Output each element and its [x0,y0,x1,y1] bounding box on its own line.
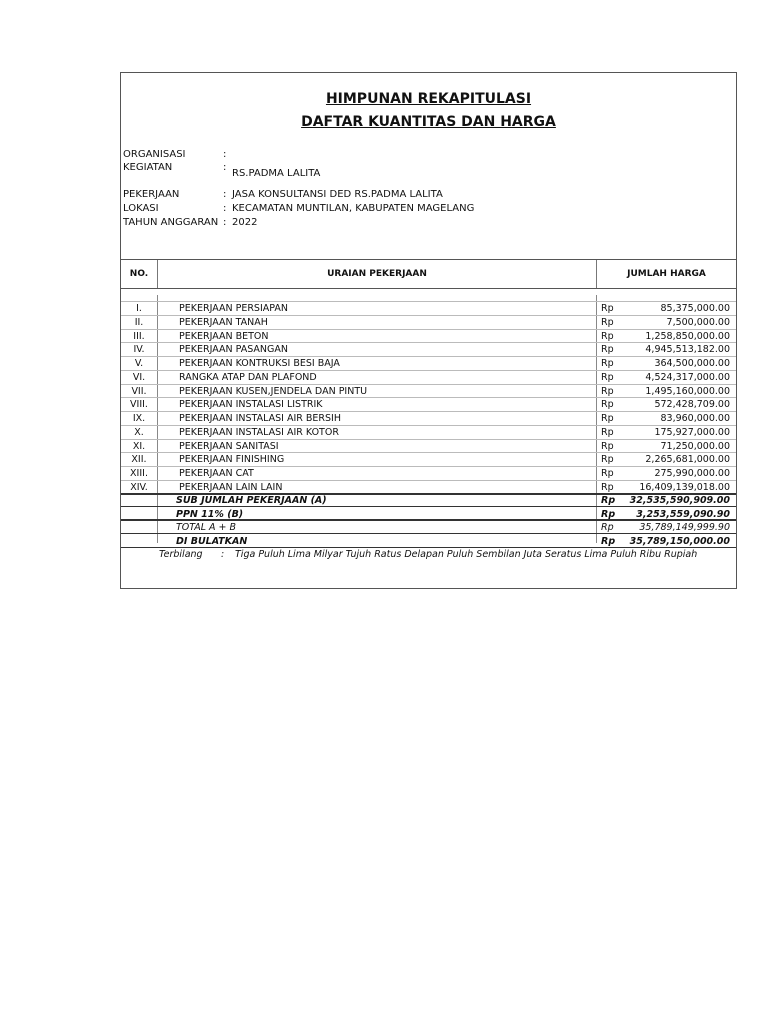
row-desc: PEKERJAAN INSTALASI AIR BERSIH [179,413,341,424]
table-row [121,481,736,495]
terbilang-value: Tiga Puluh Lima Milyar Tujuh Ratus Delapan Puluh Sembilan Juta Seratus Lima Puluh Ribu Rupiah [235,549,698,560]
row-amount: 572,428,709.00 [654,399,730,411]
meta-colon: : [223,217,227,228]
row-desc: PEKERJAAN INSTALASI LISTRIK [179,399,323,411]
table-row [121,343,736,357]
table-row [121,440,736,454]
meta-label: TAHUN ANGGARAN [123,217,219,228]
row-desc: PEKERJAAN KONTRUKSI BESI BAJA [179,358,340,369]
summary-rp: Rp [601,495,616,506]
meta-label: LOKASI [123,203,159,214]
terbilang-line [159,549,698,560]
row-rp: Rp [601,344,614,356]
row-desc: PEKERJAAN LAIN LAIN [179,481,283,493]
row-no: X. [134,426,144,438]
summary-rp: Rp [601,508,616,520]
row-amount: 71,250,000.00 [660,440,730,452]
row-amount: 1,495,160,000.00 [645,385,730,397]
document-subtitle: DAFTAR KUANTITAS DAN HARGA [301,114,556,130]
summary-label: PPN 11% (B) [176,508,244,520]
row-amount: 7,500,000.00 [666,316,730,328]
meta-colon: : [223,149,227,160]
header-uraian: URAIAN PEKERJAAN [327,269,427,279]
row-amount: 83,960,000.00 [660,413,730,424]
summary-amount: 35,789,149,999.90 [639,522,730,533]
row-amount: 2,265,681,000.00 [645,454,730,466]
table-row [121,412,736,426]
table-row [121,330,736,344]
terbilang-colon: : [221,549,225,560]
row-amount: 364,500,000.00 [654,358,730,369]
row-rp: Rp [601,303,614,314]
row-amount: 16,409,139,018.00 [639,481,730,493]
row-rp: Rp [601,426,614,438]
summary-label: DI BULATKAN [176,535,248,547]
table-row [121,385,736,399]
row-rp: Rp [601,413,614,424]
document-sheet [120,72,737,589]
table-row [121,357,736,371]
row-rp: Rp [601,481,614,493]
row-rp: Rp [601,371,614,383]
table-row [121,426,736,440]
row-amount: 4,524,317,000.00 [645,371,730,383]
header-jumlah: JUMLAH HARGA [627,269,706,279]
row-amount: 275,990,000.00 [654,468,730,479]
header-no: NO. [129,269,149,279]
row-no: I. [136,303,142,314]
row-amount: 1,258,850,000.00 [645,330,730,342]
meta-value: 2022 [232,217,258,228]
row-amount: 85,375,000.00 [660,303,730,314]
summary-amount: 3,253,559,090.90 [636,508,730,520]
row-desc: PEKERJAAN SANITASI [179,440,279,452]
spacer-row [121,295,736,302]
row-no: XII. [131,454,147,466]
summary-label: SUB JUMLAH PEKERJAAN (A) [176,495,327,506]
summary-total [121,521,736,534]
row-amount: 4,945,513,182.00 [645,344,730,356]
row-amount: 175,927,000.00 [654,426,730,438]
summary-label: TOTAL A + B [176,522,237,533]
summary-rp: Rp [601,535,616,547]
row-no: III. [133,330,145,342]
meta-value: JASA KONSULTANSI DED RS.PADMA LALITA [232,189,443,200]
meta-label: KEGIATAN [123,162,173,173]
row-rp: Rp [601,468,614,479]
document-title: HIMPUNAN REKAPITULASI [325,91,532,107]
row-rp: Rp [601,399,614,411]
row-rp: Rp [601,454,614,466]
summary-amount: 35,789,150,000.00 [629,535,730,547]
meta-colon: : [223,203,227,214]
row-desc: PEKERJAAN FINISHING [179,454,285,466]
row-desc: PEKERJAAN TANAH [179,316,268,328]
table-row [121,316,736,330]
row-no: XIV. [130,481,148,493]
row-desc: RANGKA ATAP DAN PLAFOND [179,371,317,383]
summary-subtotal [121,494,736,507]
row-no: VI. [132,371,146,383]
row-desc: PEKERJAAN PASANGAN [179,344,288,356]
row-desc: PEKERJAAN KUSEN,JENDELA DAN PINTU [179,385,368,397]
table-row [121,398,736,412]
row-no: IV. [133,344,145,356]
row-no: XIII. [130,468,148,479]
row-no: II. [134,316,144,328]
meta-label: ORGANISASI [123,149,186,160]
table-row [121,453,736,467]
row-desc: PEKERJAAN CAT [179,468,254,479]
row-no: V. [134,358,144,369]
meta-value: KECAMATAN MUNTILAN, KABUPATEN MAGELANG [232,203,475,214]
summary-amount: 32,535,590,909.00 [629,495,730,506]
row-rp: Rp [601,385,614,397]
table-row [121,467,736,481]
row-rp: Rp [601,440,614,452]
row-no: IX. [132,413,146,424]
row-rp: Rp [601,358,614,369]
table-row [121,371,736,385]
meta-colon: : [223,162,227,173]
row-no: VII. [131,385,147,397]
row-rp: Rp [601,330,614,342]
summary-rp: Rp [601,522,614,533]
row-desc: PEKERJAAN BETON [179,330,269,342]
row-no: XI. [132,440,146,452]
meta-label: PEKERJAAN [123,189,180,200]
row-desc: PEKERJAAN INSTALASI AIR KOTOR [179,426,339,438]
summary-ppn [121,508,736,521]
row-rp: Rp [601,316,614,328]
table-header [121,259,736,289]
row-no: VIII. [130,399,148,411]
summary-dibulatkan [121,535,736,548]
meta-value: RS.PADMA LALITA [232,168,321,179]
meta-colon: : [223,189,227,200]
table-row [121,302,736,316]
terbilang-label: Terbilang [159,549,203,560]
row-desc: PEKERJAAN PERSIAPAN [179,303,288,314]
